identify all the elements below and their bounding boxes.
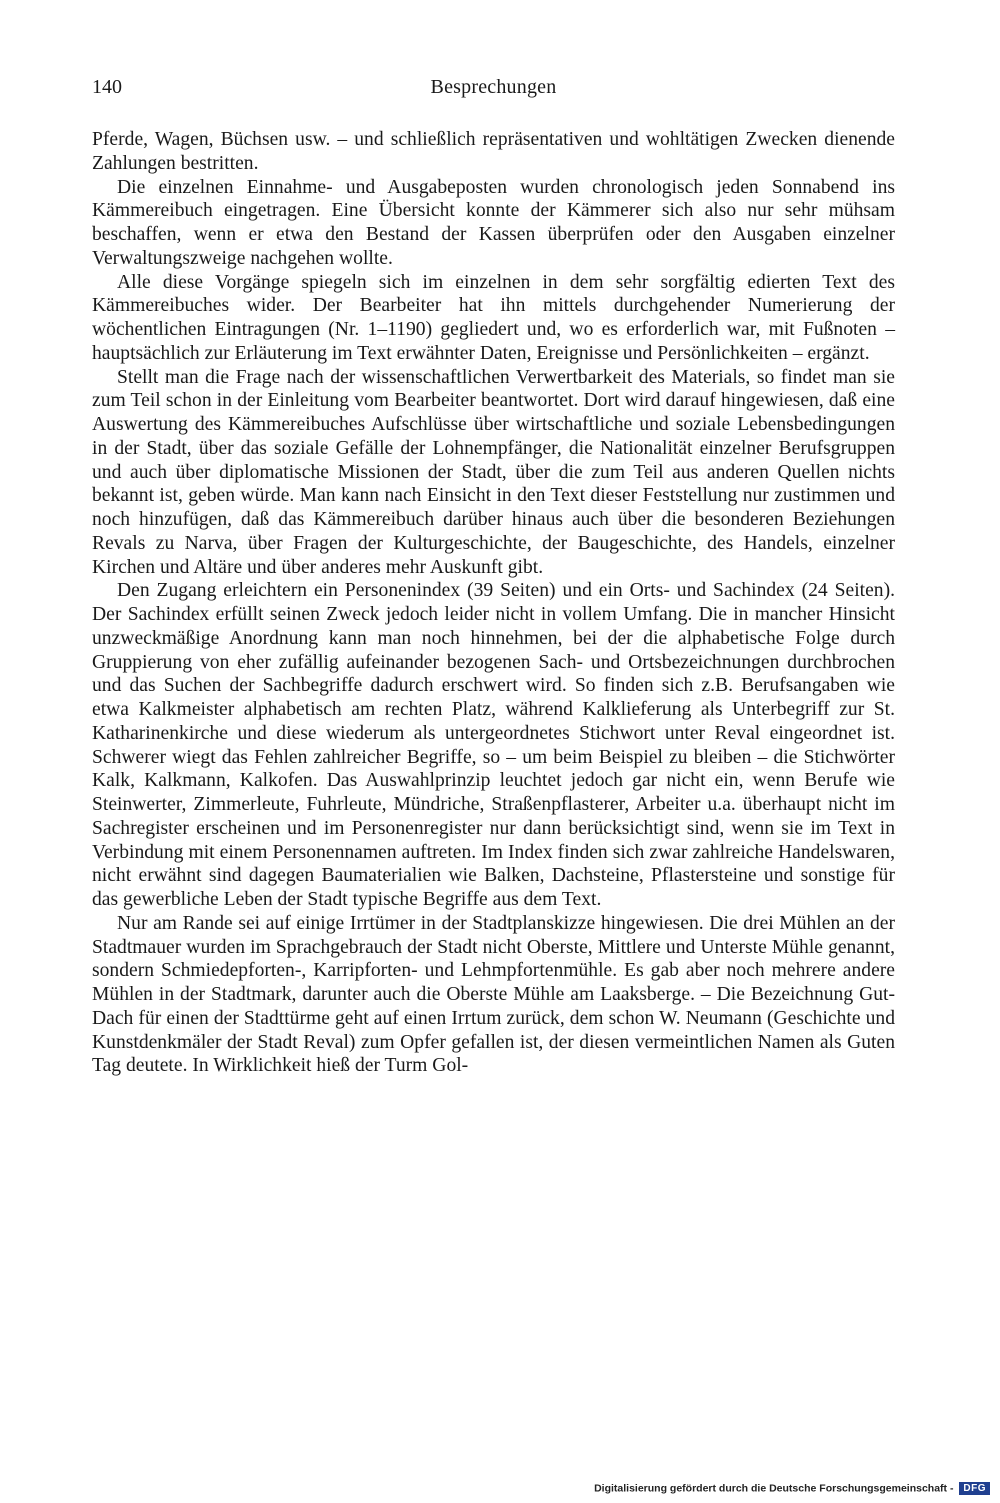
paragraph: Alle diese Vorgänge spiegeln sich im einzelnen in dem sehr sorgfältig edierten Text des Kämmereibuches wider. Der Bearbeiter hat ihn mittels durchgehender Numerierung der wöchentlichen Eintragungen (Nr. 1–1190) gegliedert und, wo es erforderlich war, mit Fußnoten – hauptsächlich zur Erläuterung im Text erwähnter Daten, Ereignisse und Persönlichkeiten – ergänzt. [92,271,895,364]
paragraph: Den Zugang erleichtern ein Personenindex (39 Seiten) und ein Orts- und Sachindex (24 Seiten). Der Sachindex erfüllt seinen Zweck jedoch leider nicht in vollem Umfang. Die in mancher Hinsicht unzweckmäßige Anordnung kann man noch hinnehmen, bei der die alphabetische Folge durch Gruppierung von eher zufällig aufeinander bezogenen Sach- und Ortsbezeichnungen durchbrochen und das Suchen der Sachbegriffe dadurch erschwert wird. So finden sich z.B. Berufsangaben wie etwa Kalkmeister alphabetisch am rechten Platz, während Kalklieferung als Unterbegriff zur St. Katharinenkirche und diese wiederum als untergeordnetes Stichwort unter Reval eingeordnet ist. Schwerer wiegt das Fehlen zahlreicher Begriffe, so – um beim Beispiel zu bleiben – die Stichwörter Kalk, Kalkmann, Kalkofen. Das Auswahlprinzip leuchtet jedoch gar nicht ein, wenn Berufe wie Steinwerter, Zimmerleute, Fuhrleute, Mündriche, Straßenpflasterer, Arbeiter u.a. überhaupt nicht im Sachregister erscheinen und im Personenregister nur dann berücksichtigt sind, wenn sie im Text in Verbindung mit einem Personennamen auftreten. Im Index finden sich zwar zahlreiche Handelswaren, nicht erwähnt sind dagegen Baumaterialien wie Balken, Dachsteine, Pflastersteine und sonstige für das gewerbliche Leben der Stadt typische Begriffe aus dem Text. [92,580,895,910]
digitization-footer [0,1482,990,1495]
paragraph: Die einzelnen Einnahme- und Ausgabeposten wurden chronologisch jeden Sonnabend ins Kämmereibuch eingetragen. Eine Übersicht konnte der Kämmerer sich also nur sehr mühsam beschaffen, wenn er etwa den Bestand der Kassen überprüfen oder den Ausgaben einzelner Verwaltungszweige nachgehen wollte. [92,176,895,269]
footer-text: Digitalisierung gefördert durch die Deutsche Forschungsgemeinschaft - [594,1482,954,1495]
running-head: Besprechungen [430,76,557,98]
article-body [92,128,895,1078]
page-number: 140 [92,76,122,98]
paragraph: Stellt man die Frage nach der wissenschaftlichen Verwertbarkeit des Materials, so findet man sie zum Teil schon in der Einleitung vom Bearbeiter beantwortet. Dort wird darauf hingewiesen, daß eine Auswertung des Kämmereibuches Aufschlüsse über wirtschaftliche und soziale Lebensbedingungen in der Stadt, über das soziale Gefälle der Lohnempfänger, die Nationalität einzelner Berufsgruppen und auch über diplomatische Missionen der Stadt, über die zum Teil aus anderen Quellen nichts bekannt ist, geben würde. Man kann nach Einsicht in den Text dieser Feststellung nur zustimmen und noch hinzufügen, daß das Kämmereibuch darüber hinaus auch über die besonderen Beziehungen Revals zu Narva, über Fragen der Kulturgeschichte, der Baugeschichte, des Handels, einzelner Kirchen und Altäre und über anderes mehr Auskunft gibt. [92,366,895,578]
dfg-logo: DFG [959,1482,990,1495]
paragraph: Nur am Rande sei auf einige Irrtümer in der Stadtplanskizze hingewiesen. Die drei Mühlen an der Stadtmauer wurden im Sprachgebrauch der Stadt nicht Oberste, Mittlere und Unterste Mühle genannt, sondern Schmiedepforten-, Karripforten- und Lehmpfortenmühle. Es gab aber noch mehrere andere Mühlen in der Stadtmark, darunter auch die Oberste Mühle am Laaksberge. – Die Bezeichnung Gut-Dach für einen der Stadttürme geht auf einen Irrtum zurück, dem schon W. Neumann (Geschichte und Kunstdenkmäler der Stadt Reval) zum Opfer gefallen ist, der diesen vermeintlichen Namen als Guten Tag deutete. In Wirklichkeit hieß der Turm Gol- [92,912,895,1077]
paragraph: Pferde, Wagen, Büchsen usw. – und schließlich repräsentativen und wohltätigen Zwecken dienende Zahlungen bestritten. [92,129,895,174]
page-header [92,76,895,104]
